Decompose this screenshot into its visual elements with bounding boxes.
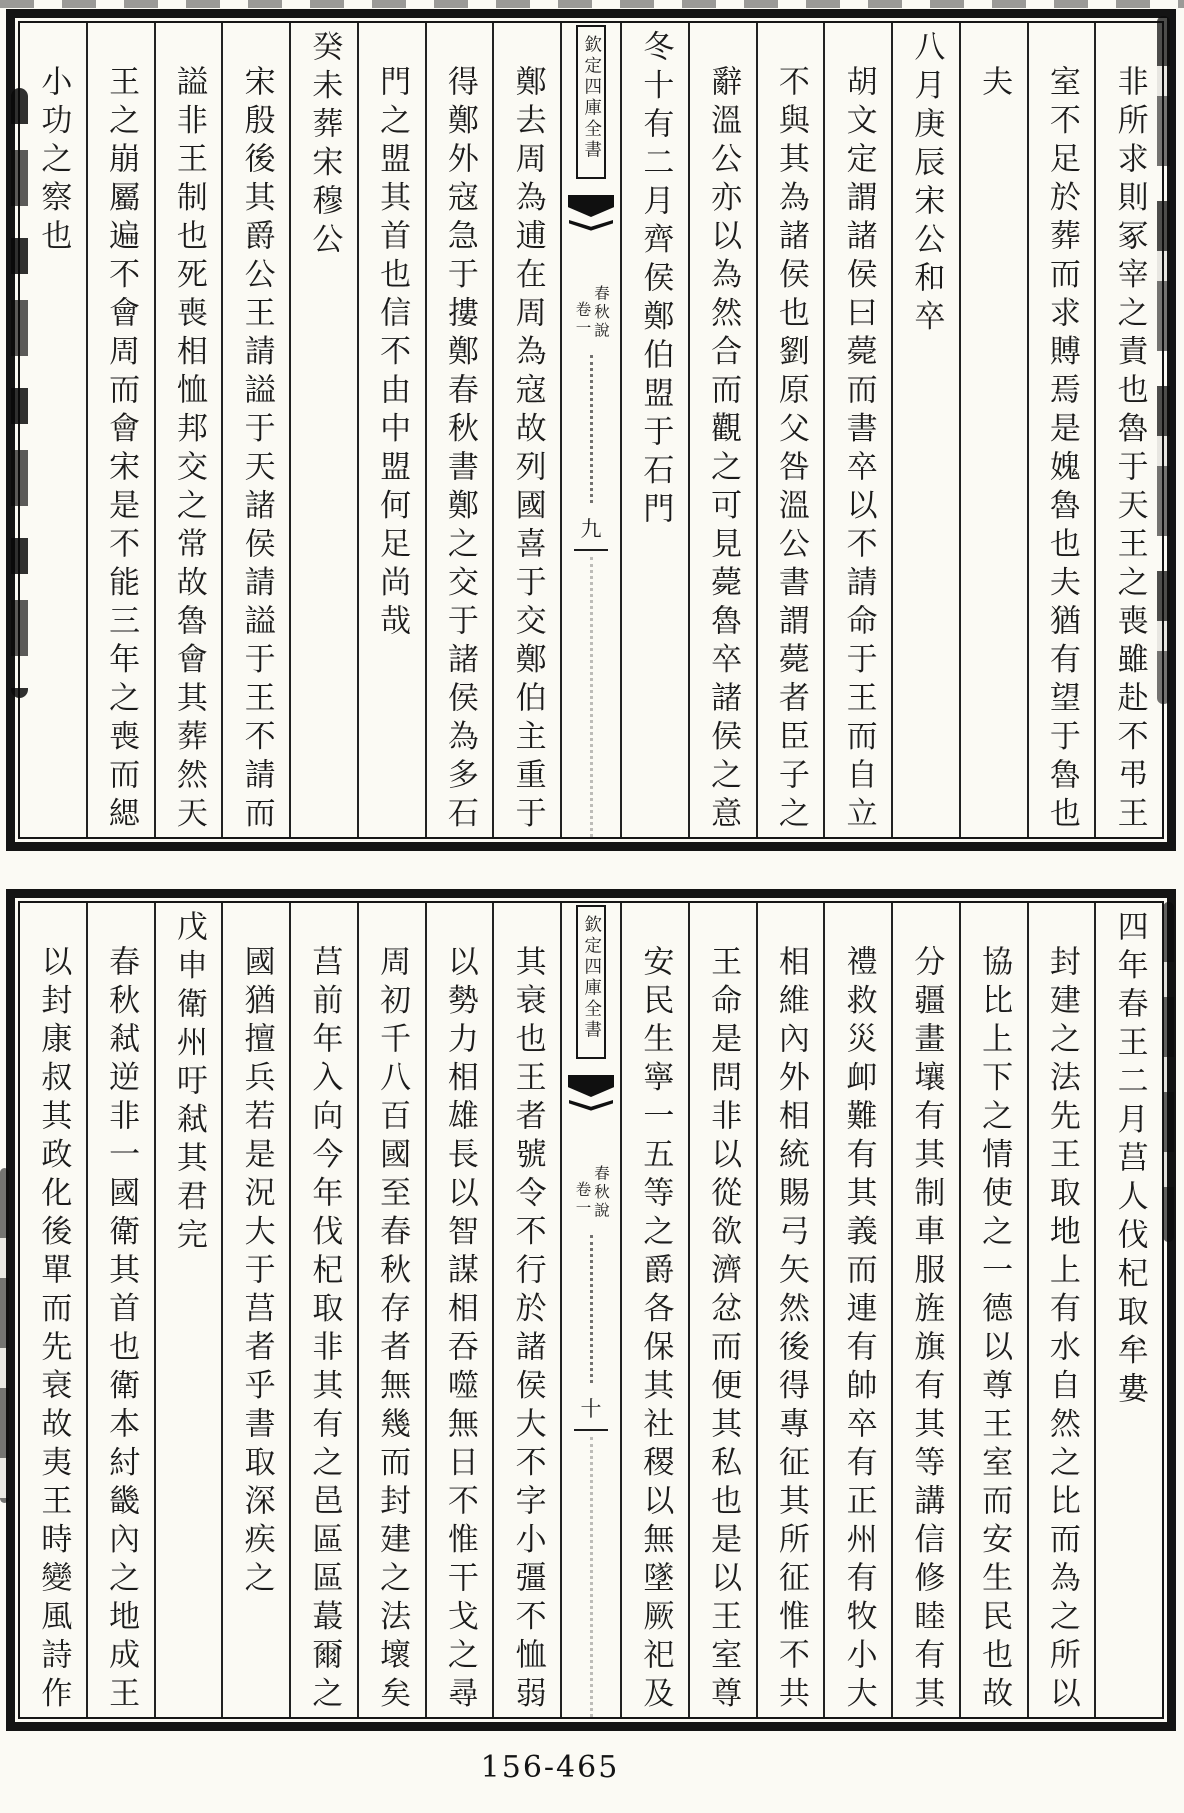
text-column — [620, 903, 688, 1717]
column-text: 辭溫公亦以為然合而觀之可見薨魯卒諸侯之意 — [705, 65, 742, 835]
column-text: 四年春王二月莒人伐杞取牟婁 — [1111, 910, 1148, 1411]
banxin-stack — [562, 903, 620, 1717]
page-number-rule — [574, 1429, 608, 1431]
banxin-column — [560, 23, 620, 837]
banxin-divider — [590, 355, 593, 503]
column-text: 胡文定謂諸侯曰薨而書卒以不請命于王而自立 — [840, 65, 877, 835]
page-block-lower — [6, 889, 1176, 1731]
column-text: 宋殷後其爵公王請謚于天諸侯請謚于王不請而 — [238, 65, 275, 835]
column-text: 戊申衛州吁弒其君完 — [170, 910, 207, 1257]
text-column — [289, 23, 357, 837]
column-text: 小功之察也 — [35, 65, 72, 258]
column-text: 室不足於葬而求賻焉是媿魯也夫猶有望于魯也 — [1043, 65, 1080, 835]
banxin-divider — [590, 1437, 593, 1718]
column-text: 周初千八百國至春秋存者無幾而封建之法壞矣 — [374, 945, 411, 1715]
column-text: 非所求則冢宰之責也魯于天王之喪雖赴不弔王 — [1111, 65, 1148, 835]
text-column — [492, 903, 560, 1717]
column-text: 王之崩屬遍不會周而會宋是不能三年之喪而緦 — [103, 65, 140, 835]
page-number: 十 — [580, 1396, 602, 1421]
page-number-rule — [574, 549, 608, 551]
page-block-lower-frame — [18, 901, 1164, 1719]
text-column — [823, 23, 891, 837]
text-column — [959, 23, 1027, 837]
text-column — [620, 23, 688, 837]
page-block-upper — [6, 9, 1176, 851]
text-column — [1094, 23, 1162, 837]
column-text: 冬十有二月齊侯鄭伯盟于石門 — [637, 30, 674, 531]
fishtail-chevron — [569, 220, 613, 233]
text-column — [154, 903, 222, 1717]
text-column — [688, 23, 756, 837]
column-text: 封建之法先王取地上有水自然之比而為之所以 — [1043, 945, 1080, 1715]
fishtail-ornament — [568, 195, 614, 217]
text-column — [891, 23, 959, 837]
text-column — [221, 903, 289, 1717]
column-text: 禮救災卹難有其義而連有帥卒有正州有牧小大 — [840, 945, 877, 1715]
collection-title-box — [576, 905, 606, 1059]
column-text: 以勢力相雄長以智謀相吞噬無日不惟干戈之尋 — [441, 945, 478, 1715]
text-column — [756, 23, 824, 837]
banxin-divider — [590, 1235, 593, 1383]
juan-number: 卷一 — [573, 1181, 592, 1218]
text-column — [1027, 903, 1095, 1717]
text-column — [891, 903, 959, 1717]
text-column — [20, 23, 86, 837]
text-column — [1027, 23, 1095, 837]
column-text: 癸未葬宋穆公 — [306, 30, 343, 261]
book-title: 春秋說 — [592, 285, 610, 341]
text-column — [688, 903, 756, 1717]
text-column — [425, 903, 493, 1717]
text-column — [86, 903, 154, 1717]
collection-title-box — [576, 25, 606, 179]
column-text: 分疆畫壤有其制車服旌旗有其等講信修睦有其 — [908, 945, 945, 1715]
text-column — [86, 23, 154, 837]
text-column — [20, 903, 86, 1717]
text-column — [492, 23, 560, 837]
juan-number: 卷一 — [573, 301, 592, 338]
banxin-column — [560, 903, 620, 1717]
column-text: 以封康叔其政化後單而先衰故夷王時變風詩作 — [35, 945, 72, 1715]
text-column — [221, 23, 289, 837]
column-text: 門之盟其首也信不由中盟何足尚哉 — [374, 65, 411, 643]
collection-title: 欽定四庫全書 — [581, 35, 602, 161]
banxin-titles — [574, 1165, 608, 1221]
column-text: 莒前年入向今年伐杞取非其有之邑區區蕞爾之 — [306, 945, 343, 1715]
collection-title: 欽定四庫全書 — [581, 915, 602, 1041]
column-text: 夫 — [976, 65, 1013, 104]
banxin-titles — [574, 285, 608, 341]
column-text: 安民生寧一五等之爵各保其社稷以無墜厥祀及 — [637, 945, 674, 1715]
text-column — [289, 903, 357, 1717]
column-text: 謚非王制也死喪相恤邦交之常故魯會其葬然天 — [170, 65, 207, 835]
column-text: 不與其為諸侯也劉原父咎溫公書謂薨者臣子之 — [772, 65, 809, 835]
text-column — [357, 903, 425, 1717]
page-block-upper-frame — [18, 21, 1164, 839]
column-text: 得鄭外寇急于摟鄭春秋書鄭之交于諸侯為多石 — [441, 65, 478, 835]
book-title: 春秋說 — [592, 1165, 610, 1221]
column-text: 國猶擅兵若是況大于莒者乎書取深疾之 — [238, 945, 275, 1600]
column-text: 協比上下之情使之一德以尊王室而安生民也故 — [976, 945, 1013, 1715]
text-column — [425, 23, 493, 837]
column-text: 相維內外相統賜弓矢然後得專征其所征惟不共 — [772, 945, 809, 1715]
text-column — [357, 23, 425, 837]
column-text: 鄭去周為逋在周為寇故列國喜于交鄭伯主重于 — [509, 65, 546, 835]
text-column — [154, 23, 222, 837]
column-text: 王命是問非以從欲濟忿而便其私也是以王室尊 — [705, 945, 742, 1715]
page-number: 九 — [580, 516, 602, 541]
column-text: 其衰也王者號令不行於諸侯大不字小彊不恤弱 — [509, 945, 546, 1715]
banxin-divider — [590, 557, 593, 838]
text-column — [959, 903, 1027, 1717]
column-text: 八月庚辰宋公和卒 — [908, 30, 945, 338]
scan-smudge — [0, 0, 1184, 8]
text-column — [1094, 903, 1162, 1717]
column-text: 春秋弒逆非一國衛其首也衛本紂畿內之地成王 — [103, 945, 140, 1715]
text-column — [823, 903, 891, 1717]
banxin-stack — [562, 23, 620, 837]
plate-number: 156-465 — [480, 1750, 620, 1785]
text-column — [756, 903, 824, 1717]
fishtail-ornament — [568, 1075, 614, 1097]
fishtail-chevron — [569, 1100, 613, 1113]
